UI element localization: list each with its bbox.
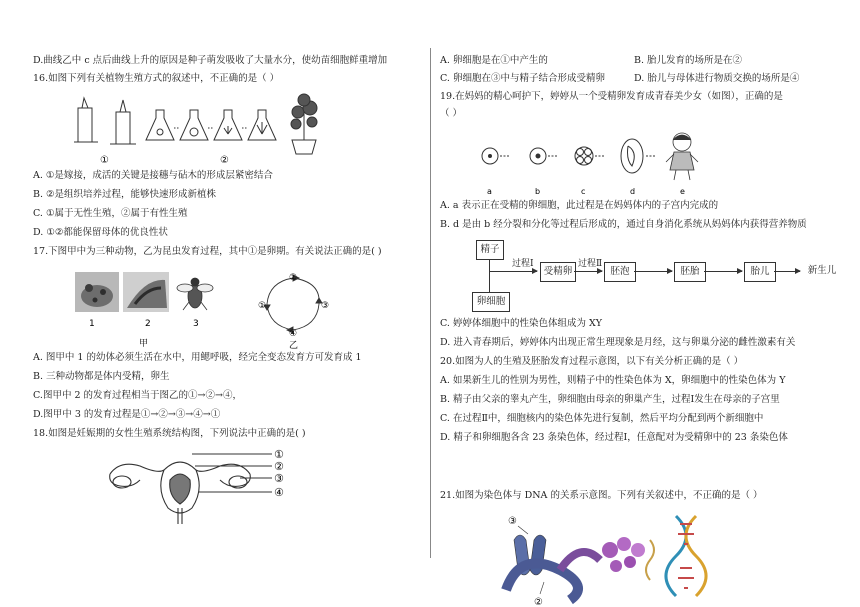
q16-option-a: A. ①是嫁接，成活的关键是接穗与砧木的形成层紧密结合	[33, 170, 273, 181]
q18-fig-label-4: ④	[274, 486, 284, 499]
flow-arrow	[489, 271, 537, 272]
q18-fig-label-2: ②	[274, 460, 284, 473]
flow-egg-box: 卵细胞	[472, 292, 510, 312]
flow-zygote-box: 受精卵	[540, 262, 576, 282]
flow-embryo-box: 胚胎	[674, 262, 706, 282]
q19-stem: 19.在妈妈的精心呵护下，婷婷从一个受精卵发育成青春美少女（如图），正确的是	[440, 91, 783, 102]
flow-process-1: 过程Ⅰ	[512, 259, 534, 269]
development-stages	[482, 139, 656, 173]
q17-figure	[75, 268, 335, 350]
q17-option-b: B. 三种动物都是体内受精，卵生	[33, 371, 170, 382]
q18-option-c: C. 卵细胞在③中与精子结合形成受精卵	[440, 73, 605, 84]
q20-stem: 20.如图为人的生殖及胚胎发育过程示意图，以下有关分析正确的是（ ）	[440, 356, 744, 367]
q17-fig-num-3: 3	[193, 319, 199, 329]
q18-option-b: B. 胎儿发育的场所是在②	[634, 55, 743, 66]
q18-option-d: D. 胎儿与母体进行物质交换的场所是④	[634, 73, 800, 84]
grafting-illustration-1	[74, 98, 136, 144]
q19-fig-label-a: a	[487, 187, 492, 196]
q17-fig-num-1: 1	[89, 319, 95, 329]
chromosome-dna-illustration	[506, 516, 706, 600]
q20-option-c: C. 在过程Ⅱ中，细胞核内的染色体先进行复制，然后平均分配到两个新细胞中	[440, 413, 764, 424]
q18-fig-label-3: ③	[274, 472, 284, 485]
right-column	[436, 0, 860, 607]
q19-stem-paren: （ ）	[440, 108, 463, 119]
q17-option-c: C.图甲中 2 的发育过程相当于图乙的①→②→④，	[33, 390, 242, 401]
q16-stem: 16.如图下列有关植物生殖方式的叙述中，不正确的是（ ）	[33, 73, 280, 84]
q19-fig-label-e: e	[680, 187, 685, 196]
flow-line	[489, 259, 490, 271]
q17-cycle-label-top: ②	[289, 273, 298, 283]
q15-option-d: D.曲线乙中 c 点后曲线上升的原因是种子萌发吸收了大量水分，使幼苗细胞鲜重增加	[33, 55, 388, 66]
frog-photo	[75, 272, 119, 312]
q17-cycle-label-left: ①	[258, 301, 267, 311]
q19-fig-label-d: d	[630, 187, 636, 196]
flow-newborn-label: 新生儿	[802, 262, 842, 280]
q16-option-d: D. ①②都能保留母体的优良性状	[33, 227, 168, 238]
q19-option-d: D. 进入青春期后，婷婷体内出现正常生理现象是月经，这与卵巢分泌的雌性激素有关	[440, 337, 796, 348]
q17-option-a: A. 图甲中 1 的幼体必须生活在水中，用鳃呼吸，经完全变态发育方可发育成 1	[33, 352, 362, 363]
flow-sperm-box: 精子	[476, 240, 504, 260]
q18-fig-label-1: ①	[274, 448, 284, 461]
left-column	[0, 0, 428, 607]
q21-stem: 21.如图为染色体与 DNA 的关系示意图。下列有关叙述中，不正确的是（ ）	[440, 490, 763, 501]
flow-line	[489, 271, 490, 292]
q17-option-d: D.图甲中 3 的发育过程是①→②→③→④→①	[33, 409, 221, 420]
q21-fig-label-3: ③	[508, 516, 517, 527]
q17-cycle-label-bottom: ④	[289, 329, 298, 339]
flow-arrow	[774, 271, 800, 272]
q19-option-c: C. 婷婷体细胞中的性染色体组成为 XY	[440, 318, 603, 329]
tissue-culture-flasks	[146, 110, 276, 140]
q16-option-c: C. ①属于无性生殖，②属于有性生殖	[33, 208, 188, 219]
insect-photo	[123, 272, 169, 312]
q16-option-b: B. ②是组织培养过程，能够快速形成新植株	[33, 189, 217, 200]
q20-option-d: D. 精子和卵细胞各含 23 条染色体，经过程Ⅰ，任意配对为受精卵中的 23 条染色体	[440, 432, 788, 443]
q20-option-a: A. 如果新生儿的性别为男性，则精子中的性染色体为 X，卵细胞中的性染色体为 Y	[440, 375, 786, 386]
q17-stem: 17.下图甲中为三种动物，乙为昆虫发育过程，其中①是卵期。有关说法正确的是( )	[33, 246, 382, 257]
q17-fig-label-jia: 甲	[139, 339, 149, 349]
q18-figure	[100, 444, 300, 526]
q21-figure	[500, 510, 720, 607]
q16-fig-label-2: ②	[220, 155, 229, 166]
flow-arrow	[704, 271, 742, 272]
bee-drawing	[177, 278, 213, 310]
q16-fig-label-1: ①	[100, 155, 109, 166]
girl-illustration	[666, 133, 698, 180]
q18-stem: 18.如图是妊娠期的女性生殖系统结构图，下列说法中正确的是( )	[33, 428, 306, 439]
flow-arrow	[574, 271, 602, 272]
q17-fig-num-2: 2	[145, 319, 151, 329]
q17-cycle-label-right: ③	[321, 301, 330, 311]
q18-option-a: A. 卵细胞是在①中产生的	[440, 55, 548, 66]
q16-figure	[70, 90, 330, 166]
insect-cycle-diagram	[264, 275, 322, 333]
uterus-diagram	[110, 462, 251, 524]
q19-option-a: A. a 表示正在受精的卵细胞，此过程是在妈妈体内的子宫内完成的	[440, 200, 719, 211]
q17-fig-label-yi: 乙	[289, 341, 299, 350]
q20-option-b: B. 精子由父亲的睾丸产生，卵细胞由母亲的卵巢产生，过程Ⅰ发生在母亲的子宫里	[440, 394, 780, 405]
q21-fig-label-2: ②	[534, 597, 543, 607]
potted-plant	[291, 94, 317, 154]
flow-arrow	[634, 271, 672, 272]
column-divider	[430, 48, 431, 558]
q19-fig-label-c: c	[581, 187, 586, 196]
flow-fetus-box: 胎儿	[744, 262, 776, 282]
q19-figure	[480, 128, 720, 198]
flow-blastula-box: 胚泡	[604, 262, 636, 282]
q19-fig-label-b: b	[535, 187, 541, 196]
flow-process-2: 过程Ⅱ	[578, 259, 603, 269]
q19-option-b: B. d 是由 b 经分裂和分化等过程后形成的，通过自身消化系统从妈妈体内获得营养物质	[440, 219, 807, 230]
